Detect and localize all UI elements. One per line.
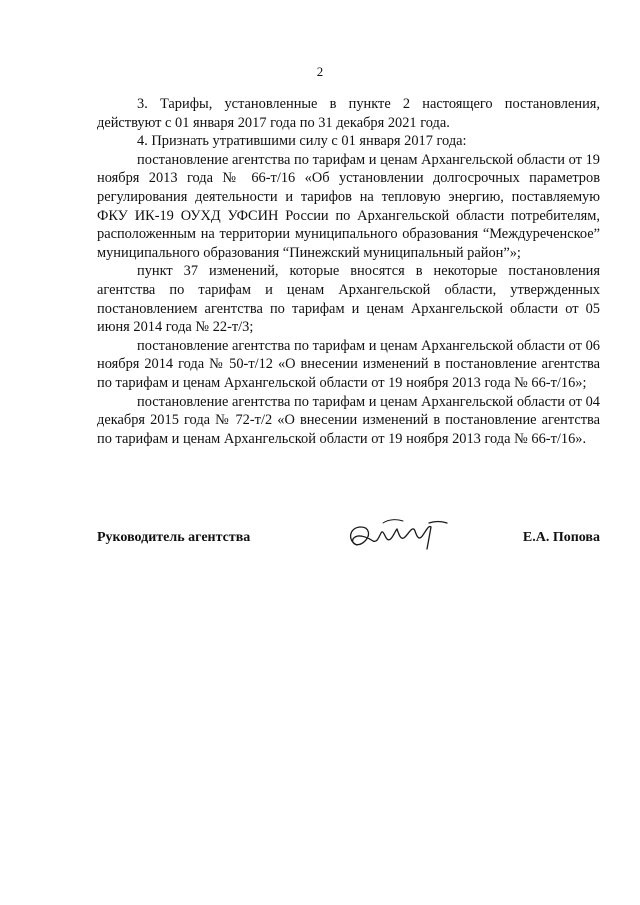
signer-name: Е.А. Попова xyxy=(522,530,600,545)
signature-block xyxy=(97,515,600,565)
document-body xyxy=(97,95,600,448)
page-number: 2 xyxy=(316,64,324,79)
handwritten-signature xyxy=(343,515,453,559)
paragraph-tariff-validity: 3. Тарифы, установленные в пункте 2 настоящего постановления, действуют с 01 января 2017 года по 31 декабря 2021 года. xyxy=(97,96,600,131)
paragraph-repeal-item-4: постановление агентства по тарифам и ценам Архангельской области от 04 декабря 2015 года № 72-т/2 «О внесении изменений в постановление агентства по тарифам и ценам Архангельской области от 19 ноября 2013 года № 66-т/16». xyxy=(97,393,600,447)
paragraph-repeal-item-2: пункт 37 изменений, которые вносятся в некоторые постановления агентства по тарифам и ценам Архангельской области, утвержденных постановлением агентства по тарифам и ценам Архангельской области от 05 июня 2014 года № 22-т/3; xyxy=(97,263,600,336)
signer-title: Руководитель агентства xyxy=(97,530,251,545)
paragraph-repeal-intro: 4. Признать утратившими силу с 01 января 2017 года: xyxy=(137,133,467,150)
paragraph-repeal-item-3: постановление агентства по тарифам и ценам Архангельской области от 06 ноября 2014 года № 50-т/12 «О внесении изменений в постановление агентства по тарифам и ценам Архангельской области от 19 ноября 2013 года № 66-т/16»; xyxy=(97,337,600,391)
paragraph-repeal-item-1: постановление агентства по тарифам и ценам Архангельской области от 19 ноября 2013 года № 66-т/16 «Об установлении долгосрочных параметров регулирования деятельности и тарифов на тепловую энергию, поставляемую ФКУ ИК-19 ОУХД УФСИН России по Архангельской области потребителям, расположенным на территории муниципального образования “Междуреченское” муниципального образования “Пинежский муниципальный район”»; xyxy=(97,151,600,261)
